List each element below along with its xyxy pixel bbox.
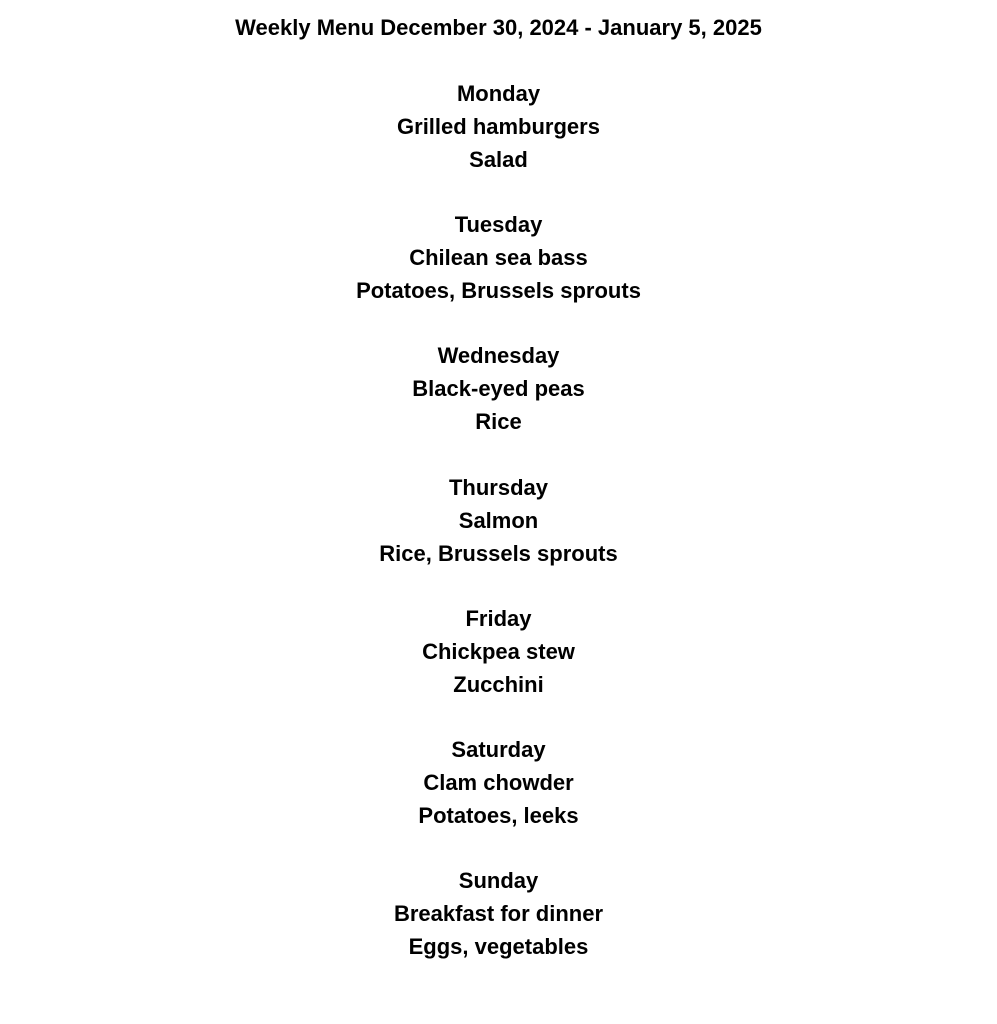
side-dish: Zucchini [453, 671, 544, 697]
main-dish: Chilean sea bass [409, 244, 588, 270]
day-block-monday [0, 78, 997, 176]
day-block-tuesday [0, 209, 997, 307]
main-dish: Black-eyed peas [412, 375, 585, 401]
page-title: Weekly Menu December 30, 2024 - January 5, 2025 [235, 15, 762, 40]
day-heading: Wednesday [437, 343, 560, 368]
main-dish: Breakfast for dinner [393, 900, 604, 926]
side-dish: Potatoes, leeks [418, 802, 579, 828]
main-dish: Grilled hamburgers [397, 113, 600, 139]
day-block-sunday [0, 865, 997, 963]
main-dish: Chickpea stew [422, 638, 575, 664]
day-block-friday [0, 603, 997, 701]
side-dish: Rice, Brussels sprouts [379, 540, 618, 566]
day-block-wednesday [0, 340, 997, 438]
side-dish: Salad [469, 146, 528, 172]
side-dish: Rice [475, 408, 522, 434]
side-dish: Eggs, vegetables [408, 933, 589, 959]
day-heading: Sunday [458, 868, 539, 893]
day-heading: Saturday [451, 737, 546, 762]
day-heading: Monday [456, 81, 541, 106]
side-dish: Potatoes, Brussels sprouts [356, 277, 641, 303]
day-heading: Thursday [448, 475, 549, 500]
main-dish: Salmon [458, 507, 539, 533]
day-heading: Tuesday [454, 212, 543, 237]
day-block-saturday [0, 734, 997, 832]
main-dish: Clam chowder [423, 769, 574, 795]
day-heading: Friday [465, 606, 532, 631]
day-block-thursday [0, 472, 997, 570]
